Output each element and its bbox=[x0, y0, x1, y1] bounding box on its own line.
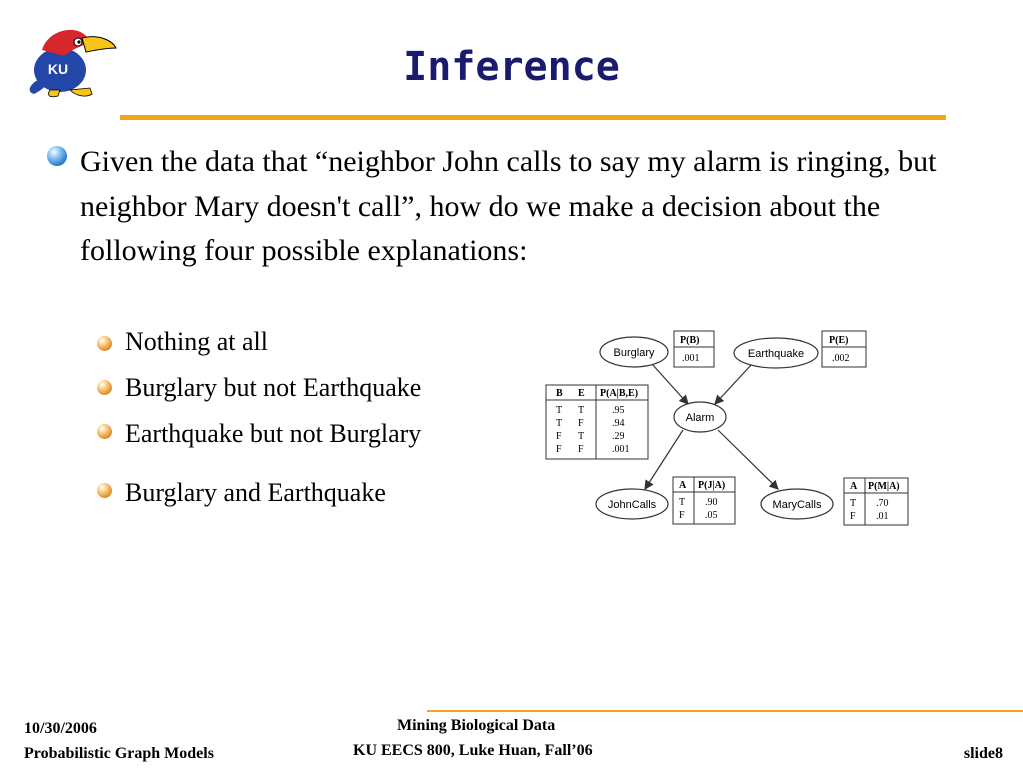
svg-text:Alarm: Alarm bbox=[685, 412, 715, 424]
svg-text:.95: .95 bbox=[612, 405, 625, 416]
svg-text:F: F bbox=[556, 444, 562, 455]
svg-text:.90: .90 bbox=[705, 497, 718, 508]
sub-bullet-icon bbox=[97, 483, 112, 498]
node-alarm bbox=[674, 402, 726, 432]
footer-course-topic: Probabilistic Graph Models bbox=[24, 745, 214, 762]
sub-bullet-burglary-only: Burglary but not Earthquake bbox=[125, 373, 422, 402]
svg-text:T: T bbox=[556, 405, 563, 416]
svg-text:P(J|A): P(J|A) bbox=[698, 480, 726, 491]
footer-slide-number: slide8 bbox=[963, 745, 1003, 762]
svg-text:A: A bbox=[850, 481, 858, 492]
bayes-network-diagram bbox=[540, 322, 920, 532]
node-burglary bbox=[600, 337, 668, 367]
svg-text:F: F bbox=[578, 444, 584, 455]
cpt-alarm bbox=[546, 385, 648, 459]
svg-text:T: T bbox=[578, 405, 585, 416]
svg-text:T: T bbox=[578, 431, 585, 442]
footer-center-course: KU EECS 800, Luke Huan, Fall’06 bbox=[353, 742, 593, 759]
svg-text:F: F bbox=[679, 510, 685, 521]
sub-bullet-icon bbox=[97, 424, 112, 439]
svg-text:MaryCalls: MaryCalls bbox=[772, 499, 822, 511]
svg-text:.01: .01 bbox=[876, 511, 889, 522]
svg-text:.001: .001 bbox=[612, 444, 630, 455]
title-divider bbox=[120, 115, 946, 120]
cpt-earthquake bbox=[822, 331, 866, 367]
footer-date: 10/30/2006 bbox=[24, 720, 97, 737]
svg-text:E: E bbox=[578, 388, 585, 399]
main-bullet-text: Given the data that “neighbor John calls to say my alarm is ringing, but neighbor Mary doesn't call”, how do we make a decision about the following four possible explanations: bbox=[80, 145, 937, 267]
svg-text:Burglary: Burglary bbox=[613, 347, 655, 359]
footer-divider bbox=[427, 710, 1023, 712]
svg-text:A: A bbox=[679, 480, 687, 491]
node-johncalls bbox=[596, 489, 668, 519]
svg-text:.29: .29 bbox=[612, 431, 625, 442]
node-earthquake bbox=[734, 338, 818, 368]
sub-bullet-icon bbox=[97, 336, 112, 351]
svg-text:P(A|B,E): P(A|B,E) bbox=[600, 388, 639, 399]
svg-text:.001: .001 bbox=[682, 353, 700, 364]
sub-bullet-both: Burglary and Earthquake bbox=[125, 478, 386, 507]
node-marycalls bbox=[761, 489, 833, 519]
sub-bullet-earthquake-only: Earthquake but not Burglary bbox=[125, 419, 422, 448]
svg-text:P(M|A): P(M|A) bbox=[868, 481, 900, 492]
cpt-burglary bbox=[674, 331, 714, 367]
svg-text:.002: .002 bbox=[832, 353, 850, 364]
svg-text:P(E): P(E) bbox=[829, 335, 849, 346]
cpt-johncalls bbox=[673, 477, 735, 524]
svg-text:.70: .70 bbox=[876, 498, 889, 509]
svg-text:T: T bbox=[850, 498, 857, 509]
svg-text:F: F bbox=[556, 431, 562, 442]
svg-text:F: F bbox=[578, 418, 584, 429]
svg-text:.05: .05 bbox=[705, 510, 718, 521]
edge-burglary-alarm bbox=[652, 364, 688, 404]
svg-text:T: T bbox=[556, 418, 563, 429]
footer-center-title: Mining Biological Data bbox=[397, 717, 556, 734]
sub-bullet-nothing: Nothing at all bbox=[125, 327, 268, 356]
svg-text:F: F bbox=[850, 511, 856, 522]
cpt-marycalls bbox=[844, 478, 908, 525]
svg-text:B: B bbox=[556, 388, 563, 399]
sub-bullet-icon bbox=[97, 380, 112, 395]
bullet-ball-icon bbox=[47, 146, 67, 166]
slide-title: Inference bbox=[403, 44, 620, 90]
svg-text:P(B): P(B) bbox=[680, 335, 700, 346]
svg-text:Earthquake: Earthquake bbox=[747, 348, 805, 360]
svg-text:.94: .94 bbox=[612, 418, 625, 429]
svg-text:JohnCalls: JohnCalls bbox=[607, 499, 657, 511]
edge-earthquake-alarm bbox=[715, 364, 752, 404]
logo-text: KU bbox=[47, 61, 69, 77]
svg-text:T: T bbox=[679, 497, 686, 508]
